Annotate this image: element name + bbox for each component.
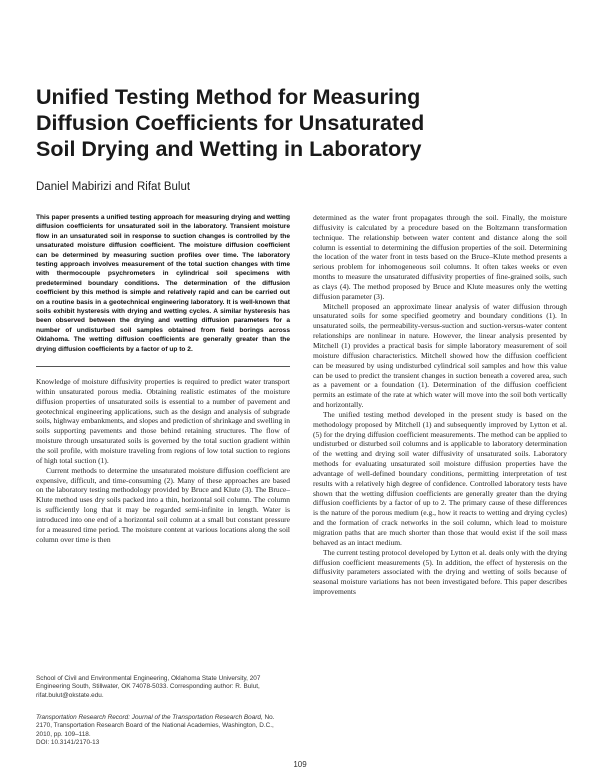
journal-name: Transportation Research Record: Journal of the Transportation Research Board,: [36, 714, 263, 721]
journal-citation: [36, 714, 290, 748]
page-number: 109: [293, 760, 307, 769]
paper-title: [36, 84, 556, 162]
affiliation-footnote: School of Civil and Environmental Engineering, Oklahoma State University, 207 Engineering South, Stillwater, OK 74078-5033. Corresponding author: R. Bulut, rifat.bulut@okstate.edu.: [36, 675, 261, 699]
doi: DOI: 10.3141/2170-13: [36, 739, 100, 747]
abstract: This paper presents a unified testing approach for measuring drying and wetting diffusion coefficients for unsaturated soil in the laboratory. Transient moisture flow in an unsaturated soil in response to suction changes is controlled by the unsaturated moisture diffusion coefficient. The moisture diffusion coefficient can be determined by measuring suction profiles over time. The laboratory testing approach involves measurement of the total suction changes with time with thermocouple psychrometers in cylindrical soil specimens with predetermined boundary conditions. The determination of the diffusion coefficient by this method is simple and relatively rapid and can be carried out on a routine basis in a geotechnical engineering laboratory. It is well-known that soils exhibit hysteresis with drying and wetting cycles. A similar hysteresis has been observed between the drying and wetting diffusion parameters for a number of undisturbed soil samples obtained from field borings across Oklahoma. The wetting diffusion coefficients are generally greater than the drying diffusion coefficients by a factor of up to 2.: [36, 214, 290, 353]
abstract-divider: [36, 366, 290, 367]
right-column: [313, 213, 567, 597]
body-paragraph: Mitchell proposed an approximate linear analysis of water diffusion through unsaturated soils for some specified geometry and boundary conditions (1). In unsaturated soils, the permeability-versus-suction and suction-versus-water content relationships are nonlinear in nature. However, the linear analysis presented by Mitchell (1) provides a practical basis for simple laboratory measurement of soil moisture diffusion characteristics. Mitchell showed how the diffusion coefficient can be measured by using undisturbed cylindrical soil samples and how this value can be used to predict the transient changes in suction beneath a covered area, such as a pavement or a foundation (1). Determination of the diffusion coefficient permits an estimate of the rate at which water will move into the soil both vertically and horizontally.: [313, 301, 567, 410]
body-paragraph: The current testing protocol developed by Lytton et al. deals only with the drying diffusion coefficient measurements (5). In addition, the effect of hysteresis on the diffusivity parameters associated with the drying and wetting of soils because of seasonal moisture variations has not been investigated before. This paper describes improvements: [313, 547, 567, 597]
title-line: Unified Testing Method for Measuring: [36, 85, 421, 109]
body-paragraph: Knowledge of moisture diffusivity properties is required to predict water transport within unsaturated porous media. Obtaining realistic estimates of the moisture diffusion properties of unsaturated soils is essential to a number of pavement and geotechnical engineering applications, such as the design and analysis of subgrade soils, highway embankments, and slopes and prediction of shrinkage and swelling in soils supporting pavements and those behind retaining structures. The flow of moisture through unsaturated soils is governed by the total suction gradient within the soil profile, with moisture traveling from regions of low total suction to regions of high total suction (1).: [36, 377, 290, 465]
body-paragraph: Current methods to determine the unsaturated moisture diffusion coefficient are expensive, difficult, and time-consuming (2). Many of these approaches are based on the laboratory testing methodology provided by Bruce and Klute (3). The Bruce–Klute method uses dry soils packed into a thin, horizontal soil column. The column is sufficiently long that it may be regarded semi-infinite in length. Water is introduced into one end of a horizontal soil column at a small but constant pressure for a measured time period. The moisture content at various locations along the soil column over time is then: [36, 465, 290, 544]
body-paragraph: determined as the water front propagates through the soil. Finally, the moisture diffusivity is calculated by a procedure based on the Boltzmann transformation technique. The relationship between water content and distance along the soil column is essential to determining the diffusion properties of the soil. Determining the location of the water front in tests based on the Bruce–Klute method presents a serious problem for inhomogeneous soil columns. It often takes weeks or even months to measure the unsaturated diffusivity properties of fine-grained soils, such as clays (4). The method proposed by Bruce and Klute measures only the wetting diffusion parameter (3).: [313, 213, 567, 301]
left-column: [36, 213, 290, 544]
authors: Daniel Mabirizi and Rifat Bulut: [36, 181, 191, 193]
body-paragraph: The unified testing method developed in the present study is based on the methodology proposed by Mitchell (1) and subsequently improved by Lytton et al. (5) for the drying diffusion coefficient measurements. The method can be applied to undisturbed or disturbed soil columns and is applicable to laboratory determination of the wetting and drying soil water diffusivity of unsaturated soils. Laboratory methods for evaluating unsaturated soil moisture diffusion properties have the advantage of well-defined boundary conditions, permitting interpretation of test results with a relatively high degree of confidence. Controlled laboratory tests have shown that the wetting diffusion coefficients are generally greater than the drying diffusion coefficients by a factor of up to 2. The primary cause of these differences is the nature of the porous medium (e.g., how it reacts to wetting and drying cycles) and the formation of crack networks in the soil column, which lead to moisture migration paths that are much shorter than those that would exist if the soil mass behaved as an intact medium.: [313, 409, 567, 547]
title-line: Soil Drying and Wetting in Laboratory: [36, 137, 422, 161]
journal-details: No. 2170, Transportation Research Board of the National Academies, Washington, D.C., 2010, pp. 109–118.: [36, 714, 275, 738]
title-line: Diffusion Coefficients for Unsaturated: [36, 111, 425, 135]
